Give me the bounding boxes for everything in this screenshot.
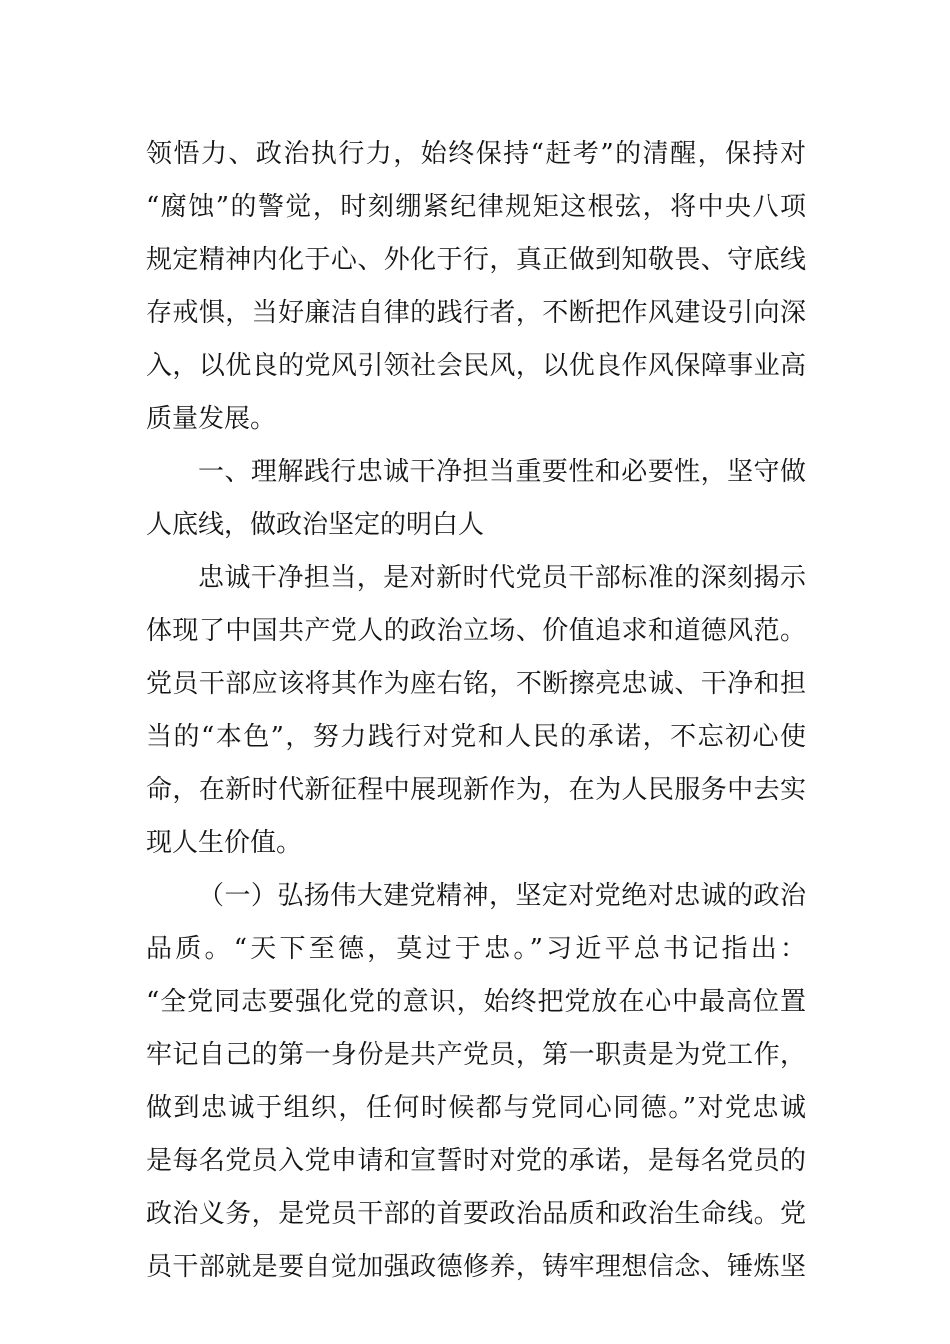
section-heading-line: 一、理解践行忠诚干净担当重要性和必要性，坚守做 xyxy=(198,457,806,487)
section-heading-line: 人底线，做政治坚定的明白人 xyxy=(146,510,485,540)
text-line: 体现了中国共产党人的政治立场、价值追求和道德风范。 xyxy=(146,616,806,646)
text-line: 品质。“天下至德，莫过于忠。”习近平总书记指出： xyxy=(146,934,806,964)
text-line: 存戒惧，当好廉洁自律的践行者，不断把作风建设引向深 xyxy=(146,298,806,328)
text-line: 现人生价值。 xyxy=(146,828,303,858)
text-line: 命，在新时代新征程中展现新作为，在为人民服务中去实 xyxy=(146,775,806,805)
text-line: 领悟力、政治执行力，始终保持“赶考”的清醒，保持对 xyxy=(146,139,806,169)
text-line: 做到忠诚于组织，任何时候都与党同心同德。”对党忠诚 xyxy=(146,1093,806,1123)
text-line: 政治义务，是党员干部的首要政治品质和政治生命线。党 xyxy=(146,1199,806,1229)
text-line: 规定精神内化于心、外化于行，真正做到知敬畏、守底线 xyxy=(146,245,806,275)
text-line: 牢记自己的第一身份是共产党员，第一职责是为党工作， xyxy=(146,1040,806,1070)
body-text xyxy=(146,132,806,1298)
text-line: 党员干部应该将其作为座右铭，不断擦亮忠诚、干净和担 xyxy=(146,669,806,699)
text-line: 是每名党员入党申请和宣誓时对党的承诺，是每名党员的 xyxy=(146,1146,806,1176)
text-line: 忠诚干净担当，是对新时代党员干部标准的深刻揭示 xyxy=(198,563,806,593)
text-line: 质量发展。 xyxy=(146,404,277,434)
text-line: 入，以优良的党风引领社会民风，以优良作风保障事业高 xyxy=(146,351,806,381)
text-line: “腐蚀”的警觉，时刻绷紧纪律规矩这根弦，将中央八项 xyxy=(146,192,806,222)
text-line: 员干部就是要自觉加强政德修养，铸牢理想信念、锤炼坚 xyxy=(146,1252,806,1282)
text-line: 当的“本色”，努力践行对党和人民的承诺，不忘初心使 xyxy=(146,722,806,752)
subsection-heading-line: （一）弘扬伟大建党精神，坚定对党绝对忠诚的政治 xyxy=(198,881,806,911)
text-line: “全党同志要强化党的意识，始终把党放在心中最高位置 xyxy=(146,987,806,1017)
